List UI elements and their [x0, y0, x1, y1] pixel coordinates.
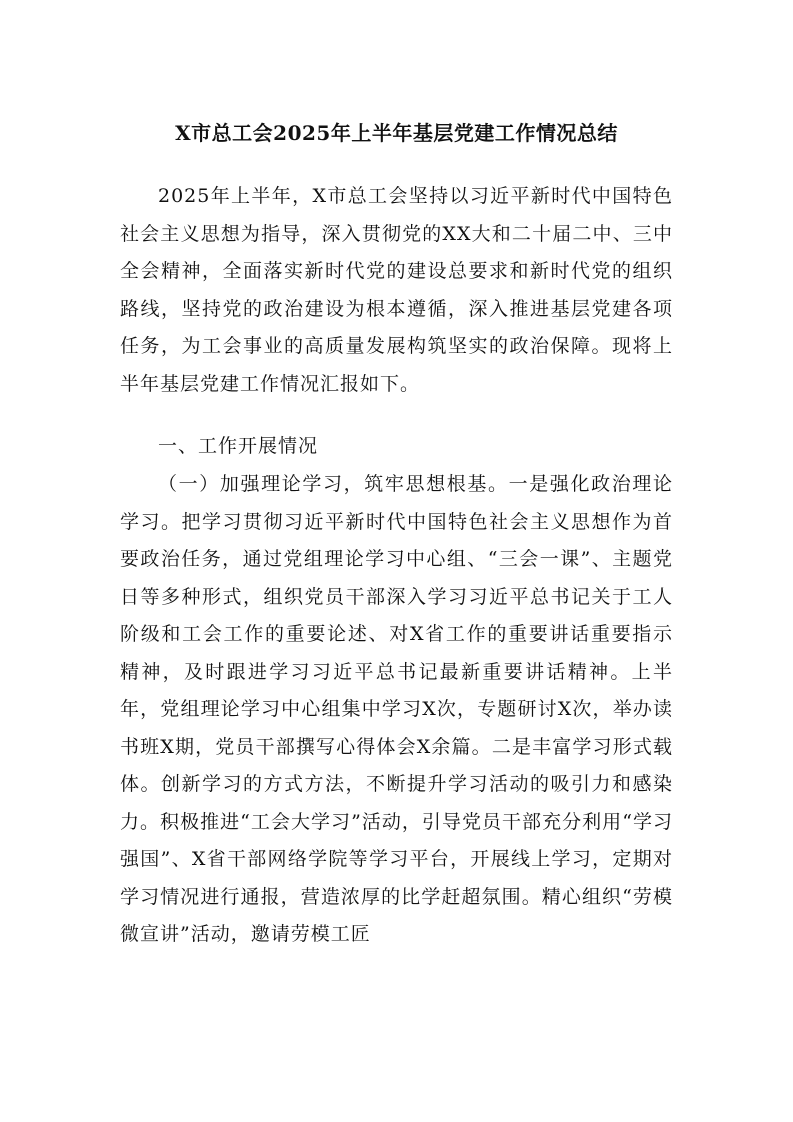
- section-1-paragraph: （一）加强理论学习，筑牢思想根基。一是强化政治理论学习。把学习贯彻习近平新时代中国特色社会主义思想作为首要政治任务，通过党组理论学习中心组、“三会一课”、主题党日等多种形式，组织党员干部深入学习习近平总书记关于工人阶级和工会工作的重要论述、对X省工作的重要讲话重要指示精神，及时跟进学习习近平总书记最新重要讲话精神。上半年，党组理论学习中心组集中学习X次，专题研讨X次，举办读书班X期，党员干部撰写心得体会X余篇。二是丰富学习形式载体。创新学习的方式方法，不断提升学习活动的吸引力和感染力。积极推进“工会大学习”活动，引导党员干部充分利用“学习强国”、X省干部网络学院等学习平台，开展线上学习，定期对学习情况进行通报，营造浓厚的比学赶超氛围。精心组织“劳模微宣讲”活动，邀请劳模工匠: [120, 473, 673, 945]
- section-heading: 一、工作开展情况: [158, 435, 319, 457]
- document-title: X市总工会2025年上半年基层党建工作情况总结: [175, 121, 618, 145]
- intro-paragraph: 2025年上半年，X市总工会坚持以习近平新时代中国特色社会主义思想为指导，深入贯彻党的XX大和二十届二中、三中全会精神，全面落实新时代党的建设总要求和新时代党的组织路线，坚持党的政治建设为根本遵循，深入推进基层党建各项任务，为工会事业的高质量发展构筑坚实的政治保障。现将上半年基层党建工作情况汇报如下。: [120, 185, 673, 395]
